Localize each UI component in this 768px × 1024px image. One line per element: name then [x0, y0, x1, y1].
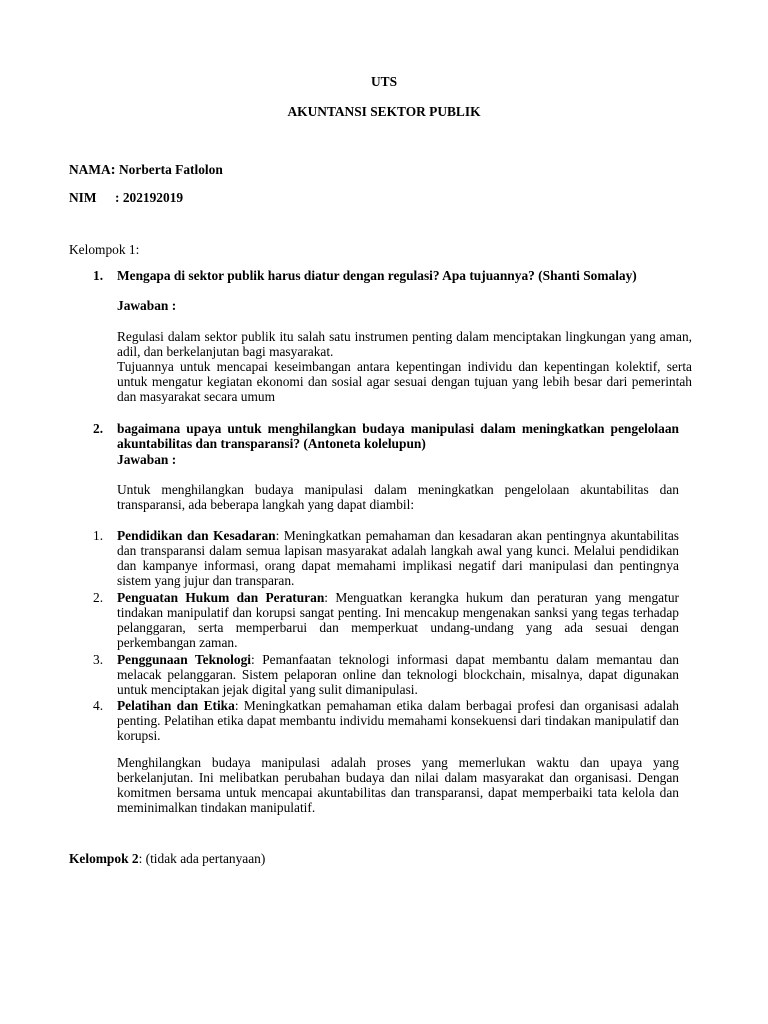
nim-separator: :: [115, 190, 120, 205]
step-1: [117, 528, 679, 588]
q2-number: 2.: [93, 421, 104, 436]
step-3: [117, 652, 679, 697]
step-4-number: 4.: [93, 698, 104, 713]
nim-row: [69, 190, 183, 206]
q1-number: 1.: [93, 268, 104, 283]
step-1-text: : Meningkatkan pemahaman dan kesadaran akan pentingnya akuntabilitas dan transparansi dalam semua lapisan masyarakat adalah langkah awal yang kunci. Melalui pendidikan dan kampanye informasi, orang dapat memahami implikasi negatif dari manipulasi dan pentingnya sistem yang jujur dan transparan.: [117, 528, 679, 588]
step-2-text: : Menguatkan kerangka hukum dan peraturan yang mengatur tindakan manipulatif dan korupsi sangat penting. Ini mencakup mengenakan sanksi yang tegas terhadap pelanggaran, serta memperbarui dan memperkuat undang-undang yang ada sesuai dengan perkembangan zaman.: [117, 590, 679, 650]
group1-heading: Kelompok 1:: [69, 242, 140, 257]
name-label: NAMA: [69, 162, 111, 177]
step-4-text: : Meningkatkan pemahaman etika dalam berbagai profesi dan organisasi adalah penting. Pelatihan etika dapat membantu individu memahami konsekuensi dari tindakan manipulatif dan korupsi.: [117, 698, 679, 743]
q1-answer-paragraph-1: Regulasi dalam sektor publik itu salah satu instrumen penting dalam menciptakan lingkungan yang aman, adil, dan berkelanjutan bagi masyarakat.: [117, 329, 692, 359]
q1-answer-paragraph-2: Tujuannya untuk mencapai keseimbangan antara kepentingan individu dan kepentingan kolektif, serta untuk mengatur kegiatan ekonomi dan sosial agar sesuai dengan tujuan yang lebih besar dari pemerintah dan masyarakat secara umum: [117, 359, 692, 404]
step-1-term: Pendidikan dan Kesadaran: [117, 528, 276, 543]
group2-note: : (tidak ada pertanyaan): [138, 851, 266, 866]
q1-answer-label: Jawaban :: [117, 298, 177, 313]
nim-label: NIM: [69, 190, 97, 205]
step-2-number: 2.: [93, 590, 104, 605]
group2-heading: Kelompok 2: [69, 851, 139, 866]
name-separator: :: [110, 162, 116, 178]
name-row: [69, 162, 223, 179]
step-2-term: Penguatan Hukum dan Peraturan: [117, 590, 325, 605]
step-4: [117, 698, 679, 743]
q2-answer-label: Jawaban :: [117, 452, 177, 467]
step-3-text: : Pemanfaatan teknologi informasi dapat membantu dalam memantau dan melacak pelanggaran. Sistem pelaporan online dan teknologi blockchain, misalnya, dapat digunakan untuk menciptakan jejak digital yang sulit dimanipulasi.: [117, 652, 679, 697]
group2-row: [69, 851, 265, 867]
step-4-term: Pelatihan dan Etika: [117, 698, 235, 713]
q2-closing-paragraph: Menghilangkan budaya manipulasi adalah proses yang memerlukan waktu dan upaya yang berkelanjutan. Ini melibatkan perubahan budaya dan nilai dalam masyarakat dan organisasi. Dengan komitmen bersama untuk mencapai akuntabilitas dan transparansi, dapat memperbaiki tata kelola dan meminimalkan tindakan manipulatif.: [117, 755, 679, 815]
q1-question: Mengapa di sektor publik harus diatur dengan regulasi? Apa tujuannya? (Shanti Somalay): [117, 268, 637, 283]
q2-intro: Untuk menghilangkan budaya manipulasi dalam meningkatkan pengelolaan akuntabilitas dan transparansi, ada beberapa langkah yang dapat diambil:: [117, 482, 679, 512]
document-subtitle: AKUNTANSI SEKTOR PUBLIK: [287, 104, 481, 119]
step-1-number: 1.: [93, 528, 104, 543]
step-3-term: Penggunaan Teknologi: [117, 652, 251, 667]
nim-value: 202192019: [122, 190, 184, 205]
document-title: UTS: [370, 74, 398, 89]
name-value: Norberta Fatlolon: [119, 162, 223, 177]
step-3-number: 3.: [93, 652, 104, 667]
step-2: [117, 590, 679, 650]
q2-question: bagaimana upaya untuk menghilangkan budaya manipulasi dalam meningkatkan pengelolaan akuntabilitas dan transparansi? (Antoneta kolelupun): [117, 421, 679, 451]
